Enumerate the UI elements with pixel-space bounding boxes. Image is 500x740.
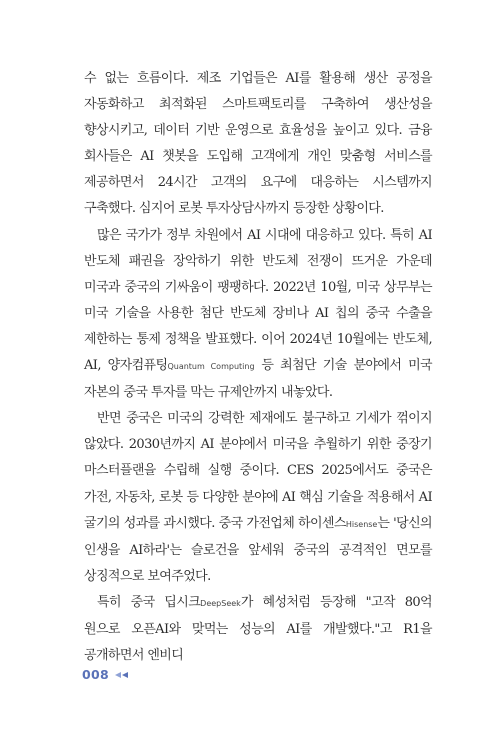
paragraph-1	[84, 66, 432, 223]
paragraph-4-text-b: 가 혜성처럼 등장해 "고작 80억 원으로 오픈AI와 맞먹는 성능의 AI를 개발했다."고 R1을 공개하면서 엔비디	[84, 594, 432, 664]
paragraph-2-text-a: 많은 국가가 정부 차원에서 AI 시대에 대응하고 있다. 특히 AI 반도체 패권을 장악하기 위한 반도체 전쟁이 뜨거운 가운데 미국과 중국의 기싸움이 팽팽하다. 2022년 10월, 미국 상무부는 미국 기술을 사용한 첨단 반도체 장비나 AI 칩의 중국 수출을 제한하는 통제 정책을 발표했다. 이어 2024년 10월에는 반도체, AI, 양자컴퓨팅	[84, 227, 432, 374]
body-text	[84, 66, 432, 669]
paragraph-2-text-b: 등 최첨단 기술 분야에서 미국 자본의 중국 투자를 막는 규제안까지 내놓았다.	[84, 358, 432, 401]
paragraph-1-text: 수 없는 흐름이다. 제조 기업들은 AI를 활용해 생산 공정을 자동화하고 최적화된 스마트팩토리를 구축하여 생산성을 향상시키고, 데이터 기반 운영으로 효율성을 높이고 있다. 금융 회사들은 AI 챗봇을 도입해 고객에게 개인 맞춤형 서비스를 제공하면서 24시간 고객의 요구에 대응하는 시스템까지 구축했다. 심지어 로봇 투자상담사까지 등장한 상황이다.	[84, 71, 432, 217]
paragraph-4	[84, 590, 432, 669]
page-nav-arrows	[115, 672, 128, 678]
page-footer	[82, 667, 128, 682]
hisense-gloss: Hisense	[345, 519, 378, 529]
deepseek-gloss: DeepSeek	[200, 598, 241, 608]
paragraph-4-text-a: 특히 중국 딥시크	[97, 594, 201, 610]
page-number: 008	[82, 667, 109, 682]
quantum-computing-gloss: Quantum Computing	[167, 362, 255, 372]
paragraph-3-text-b: 는 '당신의 인생을 AI하라'는 슬로건을 앞세워 중국의 공격적인 면모를 상징적으로 보여주었다.	[84, 515, 432, 584]
paragraph-3-text-a: 반면 중국은 미국의 강력한 제재에도 불구하고 기세가 꺾이지 않았다. 2030년까지 AI 분야에서 미국을 추월하기 위한 중장기 마스터플랜을 수립해 실행 중이다. CES 2025에서도 중국은 가전, 자동차, 로봇 등 다양한 분야에 AI 핵심 기술을 적용해서 AI 굴기의 성과를 과시했다. 중국 가전업체 하이센스	[84, 411, 432, 531]
arrow-left-icon	[122, 672, 128, 678]
paragraph-2	[84, 223, 432, 407]
arrow-left-icon	[115, 672, 121, 678]
paragraph-3	[84, 406, 432, 590]
